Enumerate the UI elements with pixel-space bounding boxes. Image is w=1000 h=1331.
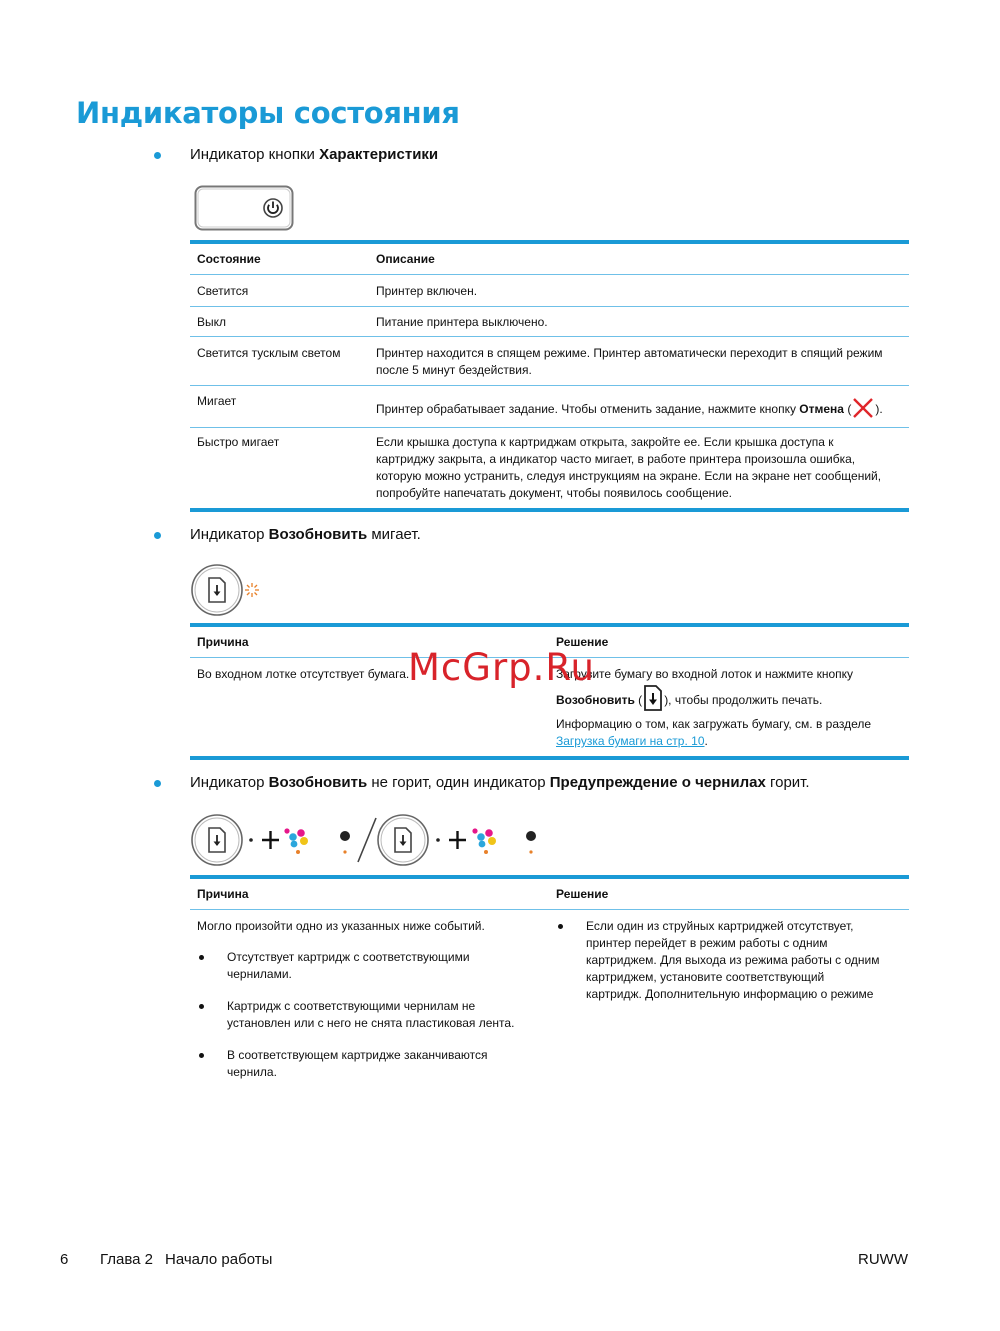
solution-line: Информацию о том, как загружать бумагу, см. в разделе <box>556 717 872 731</box>
divider <box>190 385 909 386</box>
list-bullet <box>199 1053 204 1058</box>
table-bottom-rule <box>190 508 909 512</box>
chapter-title: Начало работы <box>165 1251 273 1268</box>
column-header-solution: Решение <box>556 635 609 649</box>
table-row-state: Быстро мигает <box>197 435 280 449</box>
column-header-cause: Причина <box>197 887 249 901</box>
solution-line: Загрузите бумагу во входной лоток и нажмите кнопку <box>556 667 854 681</box>
divider <box>190 306 909 307</box>
solution-text: Если один из струйных картриджей отсутствует, принтер перейдет в режим работы с одним картриджем. Для выхода из режима работы с одним картриджем, установите соответствующий картридж. Дополнительную информацию о режиме <box>586 919 880 1001</box>
page-number: 6 <box>60 1251 69 1268</box>
table-row-state: Мигает <box>197 394 237 408</box>
page-title: Индикаторы состояния <box>76 96 460 130</box>
column-header-description: Описание <box>376 252 435 266</box>
table-row-desc: Принтер включен. <box>376 284 478 298</box>
column-header-state: Состояние <box>197 252 261 266</box>
bullet-dot <box>154 780 161 787</box>
cancel-x-icon <box>851 397 875 424</box>
list-bullet <box>199 955 204 960</box>
divider <box>190 909 909 910</box>
table-row-state: Светится тусклым светом <box>197 346 341 360</box>
section3-bullet: Индикатор Возобновить не горит, один индикатор Предупреждение о чернилах горит. <box>190 774 810 791</box>
column-header-solution: Решение <box>556 887 609 901</box>
table-top-rule <box>190 875 909 879</box>
solution-link-line: Загрузка бумаги на стр. 10. <box>556 734 708 748</box>
list-bullet <box>199 1004 204 1009</box>
table-row-desc: Если крышка доступа к картриджам открыта, закройте ее. Если крышка доступа к картриджу закрыта, а индикатор часто мигает, в работе принтера произошла ошибка, которую можно устранить, следуя инструкциям на экране. Если на экране нет сообщений, попробуйте напечатать документ, чтобы появилось сообщение. <box>376 435 882 500</box>
section2-bullet: Индикатор Возобновить мигает. <box>190 526 421 543</box>
table-bottom-rule <box>190 756 909 760</box>
load-paper-link[interactable]: Загрузка бумаги на стр. 10 <box>556 734 705 748</box>
table-row-state: Выкл <box>197 315 227 329</box>
divider <box>190 274 909 275</box>
chapter-label: Глава 2 <box>100 1251 154 1268</box>
watermark: McGrp.Ru <box>408 646 595 689</box>
bullet-dot <box>154 532 161 539</box>
table-row-state: Светится <box>197 284 249 298</box>
bullet-dot <box>154 152 161 159</box>
power-button-icon <box>194 185 294 230</box>
resume-blinking-icon <box>190 563 265 617</box>
solution-line: Возобновить ( ), чтобы продолжить печать. <box>556 684 822 717</box>
list-item: Отсутствует картридж с соответствующими чернилами. <box>227 950 470 981</box>
divider <box>190 336 909 337</box>
locale-code: RUWW <box>858 1251 908 1268</box>
table-row-desc: Принтер обрабатывает задание. Чтобы отменить задание, нажмите кнопку Отмена ( ). <box>376 397 883 424</box>
resume-button-icon <box>642 684 664 717</box>
table-row-desc: Принтер находится в спящем режиме. Принтер автоматически переходит в спящий режим после 5 минут бездействия. <box>376 346 883 377</box>
list-item: В соответствующем картридже заканчиваются чернила. <box>227 1048 488 1079</box>
list-bullet <box>558 924 563 929</box>
table-top-rule <box>190 240 909 244</box>
cause-text: Во входном лотке отсутствует бумага. <box>197 667 410 681</box>
resume-ink-alert-icon <box>190 812 550 870</box>
list-item: Картридж с соответствующими чернилам не установлен или с него не снята пластиковая лента. <box>227 999 515 1030</box>
section1-bullet: Индикатор кнопки Характеристики <box>190 146 439 163</box>
table-row-desc: Питание принтера выключено. <box>376 315 548 329</box>
divider <box>190 427 909 428</box>
table-top-rule <box>190 623 909 627</box>
cause-intro: Могло произойти одно из указанных ниже событий. <box>197 919 485 933</box>
column-header-cause: Причина <box>197 635 249 649</box>
